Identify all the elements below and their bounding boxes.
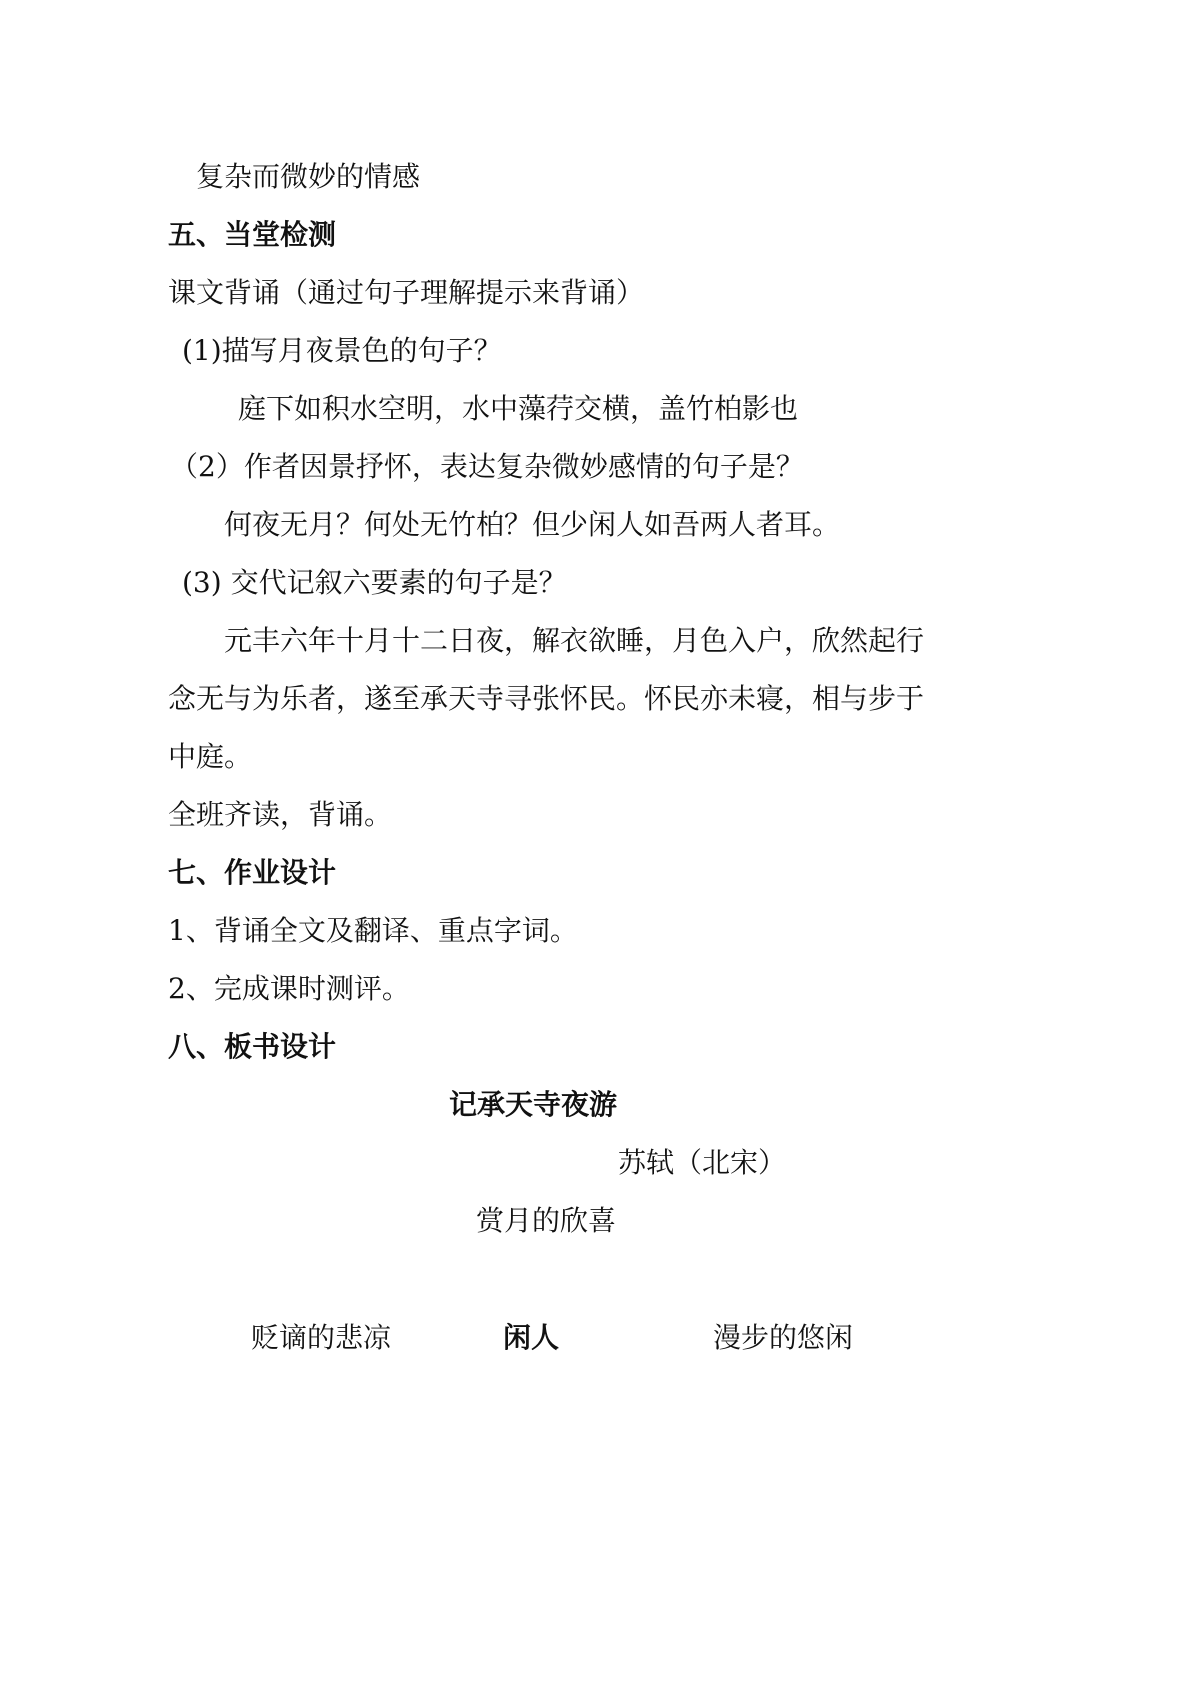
section-7-heading: 七、作业设计 xyxy=(168,856,337,889)
board-title: 记承天寺夜游 xyxy=(449,1088,618,1121)
intro-tail-text: 复杂而微妙的情感 xyxy=(196,160,421,193)
section-8-heading: 八、板书设计 xyxy=(168,1030,337,1063)
answer-2-text: 何夜无月？何处无竹柏？但少闲人如吾两人者耳。 xyxy=(224,508,841,541)
answer-3-line-1: 元丰六年十月十二日夜，解衣欲睡，月色入户，欣然起行 xyxy=(224,624,925,657)
homework-item-2: 2、完成课时测评。 xyxy=(168,972,410,1005)
answer-3-line-2: 念无与为乐者，遂至承天寺寻张怀民。怀民亦未寝，相与步于 xyxy=(168,682,925,715)
section-5-heading: 五、当堂检测 xyxy=(168,218,337,251)
homework-item-1: 1、背诵全文及翻译、重点字词。 xyxy=(168,914,578,947)
board-top-label: 赏月的欣喜 xyxy=(476,1204,617,1237)
class-read-text: 全班齐读，背诵。 xyxy=(168,798,393,831)
recite-intro-text: 课文背诵（通过句子理解提示来背诵） xyxy=(168,276,645,309)
answer-1-text: 庭下如积水空明，水中藻荇交横，盖竹柏影也 xyxy=(238,392,799,425)
board-center-keyword: 闲人 xyxy=(503,1321,560,1354)
question-1-text: (1)描写月夜景色的句子？ xyxy=(182,334,502,367)
board-right-label: 漫步的悠闲 xyxy=(713,1321,854,1354)
question-3-text: (3) 交代记叙六要素的句子是？ xyxy=(182,566,567,599)
question-2-text: （2）作者因景抒怀，表达复杂微妙感情的句子是？ xyxy=(170,450,804,483)
board-left-label: 贬谪的悲凉 xyxy=(251,1321,392,1354)
answer-3-line-3: 中庭。 xyxy=(168,740,253,773)
board-author: 苏轼（北宋） xyxy=(618,1146,787,1179)
